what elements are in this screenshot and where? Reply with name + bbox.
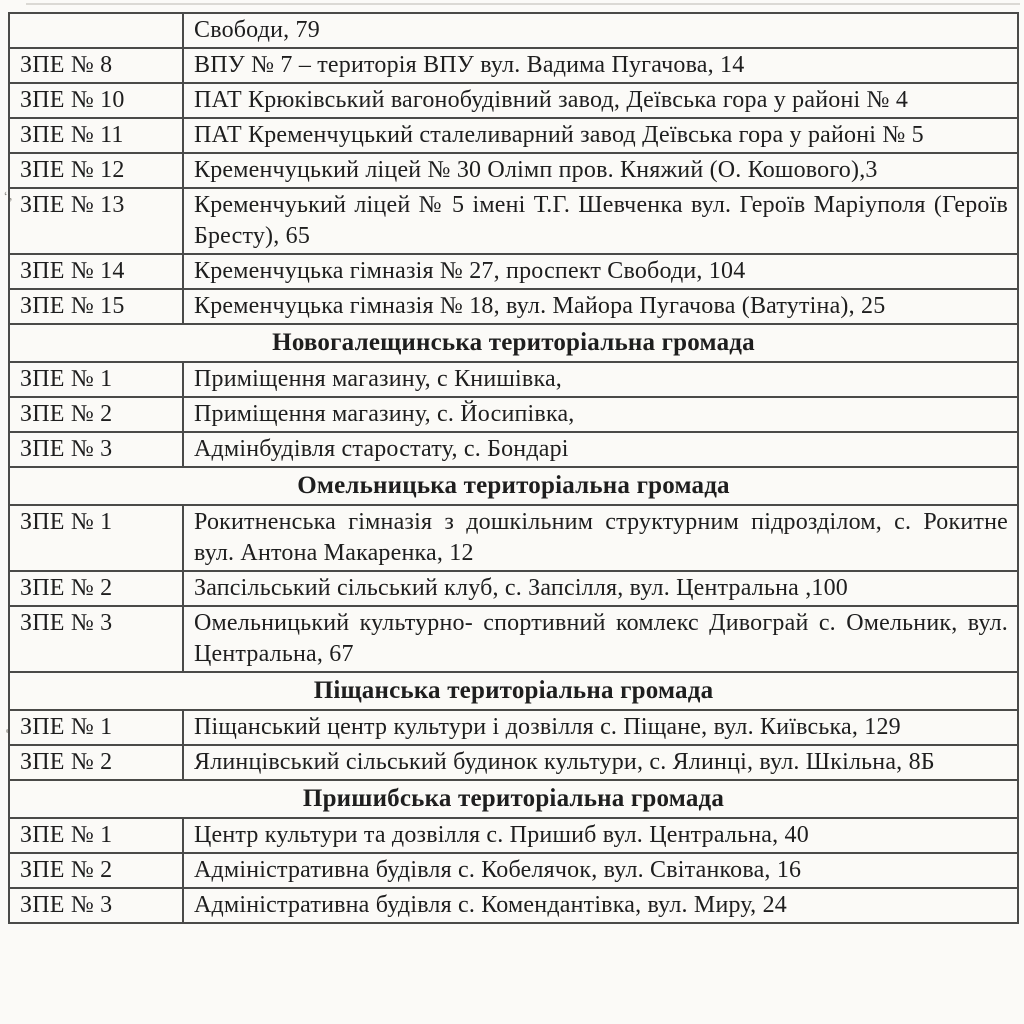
table-row: [9, 118, 1018, 153]
station-number-cell: ЗПЕ № 3: [9, 606, 183, 672]
table-row: [9, 83, 1018, 118]
station-number-cell: ЗПЕ № 11: [9, 118, 183, 153]
polling-stations-table: [8, 12, 1019, 924]
station-address-cell: Піщанський центр культури і дозвілля с. Піщане, вул. Київська, 129: [183, 710, 1018, 745]
table-row: [9, 745, 1018, 780]
section-header-row: [9, 324, 1018, 362]
station-number-cell: ЗПЕ № 13: [9, 188, 183, 254]
station-number-cell: ЗПЕ № 2: [9, 397, 183, 432]
section-title: Новогалещинська територіальна громада: [9, 324, 1018, 362]
station-address-cell: ПАТ Кременчуцький сталеливарний завод Деївська гора у районі № 5: [183, 118, 1018, 153]
table-row: [9, 853, 1018, 888]
station-number-cell: ЗПЕ № 10: [9, 83, 183, 118]
station-address-cell: ВПУ № 7 – територія ВПУ вул. Вадима Пугачова, 14: [183, 48, 1018, 83]
station-address-cell: Кременчуцька гімназія № 18, вул. Майора Пугачова (Ватутіна), 25: [183, 289, 1018, 324]
station-number-cell: ЗПЕ № 1: [9, 505, 183, 571]
table-row: [9, 571, 1018, 606]
station-number-cell: ЗПЕ № 1: [9, 710, 183, 745]
station-address-cell: Запсільський сільський клуб, с. Запсілля, вул. Центральна ,100: [183, 571, 1018, 606]
station-address-cell: Омельницький культурно- спортивний комлекс Дивограй с. Омельник, вул. Центральна, 67: [183, 606, 1018, 672]
station-address-cell: Кременчуцький ліцей № 30 Олімп пров. Княжий (О. Кошового),3: [183, 153, 1018, 188]
station-number-cell: ЗПЕ № 2: [9, 853, 183, 888]
scan-artifact-line: [26, 3, 1020, 5]
table-row: [9, 13, 1018, 48]
table-row: [9, 888, 1018, 923]
station-number-cell: ЗПЕ № 15: [9, 289, 183, 324]
station-address-cell: Адмінбудівля старостату, с. Бондарі: [183, 432, 1018, 467]
table-row: [9, 188, 1018, 254]
station-address-cell: Центр культури та дозвілля с. Пришиб вул. Центральна, 40: [183, 818, 1018, 853]
station-number-cell: ЗПЕ № 14: [9, 254, 183, 289]
station-number-cell: ЗПЕ № 1: [9, 818, 183, 853]
station-address-cell: Приміщення магазину, с Книшівка,: [183, 362, 1018, 397]
station-number-cell: ЗПЕ № 3: [9, 888, 183, 923]
table-row: [9, 505, 1018, 571]
station-number-cell: ЗПЕ № 2: [9, 745, 183, 780]
station-address-cell: Свободи, 79: [183, 13, 1018, 48]
station-number-cell: ЗПЕ № 1: [9, 362, 183, 397]
table-row: [9, 606, 1018, 672]
station-address-cell: Кременчуцька гімназія № 27, проспект Свободи, 104: [183, 254, 1018, 289]
section-title: Омельницька територіальна громада: [9, 467, 1018, 505]
table-row: [9, 818, 1018, 853]
section-title: Піщанська територіальна громада: [9, 672, 1018, 710]
table-row: [9, 362, 1018, 397]
scan-artifact-mark: ʻ,: [2, 187, 13, 204]
section-header-row: [9, 780, 1018, 818]
station-address-cell: Кременчуький ліцей № 5 імені Т.Г. Шевченка вул. Героїв Маріуполя (Героїв Бресту), 65: [183, 188, 1018, 254]
table-row: [9, 289, 1018, 324]
table-row: [9, 254, 1018, 289]
station-address-cell: Адміністративна будівля с. Кобелячок, вул. Світанкова, 16: [183, 853, 1018, 888]
table-row: [9, 710, 1018, 745]
table-row: [9, 48, 1018, 83]
station-address-cell: Приміщення магазину, с. Йосипівка,: [183, 397, 1018, 432]
station-address-cell: Рокитненська гімназія з дошкільним структурним підрозділом, с. Рокитне вул. Антона Макаренка, 12: [183, 505, 1018, 571]
station-number-cell: ЗПЕ № 12: [9, 153, 183, 188]
station-address-cell: Адміністративна будівля с. Комендантівка, вул. Миру, 24: [183, 888, 1018, 923]
station-number-cell: ЗПЕ № 8: [9, 48, 183, 83]
station-number-cell: ЗПЕ № 2: [9, 571, 183, 606]
section-header-row: [9, 672, 1018, 710]
station-address-cell: Ялинцівський сільський будинок культури, с. Ялинці, вул. Шкільна, 8Б: [183, 745, 1018, 780]
table-row: [9, 153, 1018, 188]
table-row: [9, 432, 1018, 467]
section-title: Пришибська територіальна громада: [9, 780, 1018, 818]
station-number-cell: ЗПЕ № 3: [9, 432, 183, 467]
station-number-cell: [9, 13, 183, 48]
table-row: [9, 397, 1018, 432]
table-body: [9, 13, 1018, 923]
section-header-row: [9, 467, 1018, 505]
station-address-cell: ПАТ Крюківський вагонобудівний завод, Деївська гора у районі № 4: [183, 83, 1018, 118]
